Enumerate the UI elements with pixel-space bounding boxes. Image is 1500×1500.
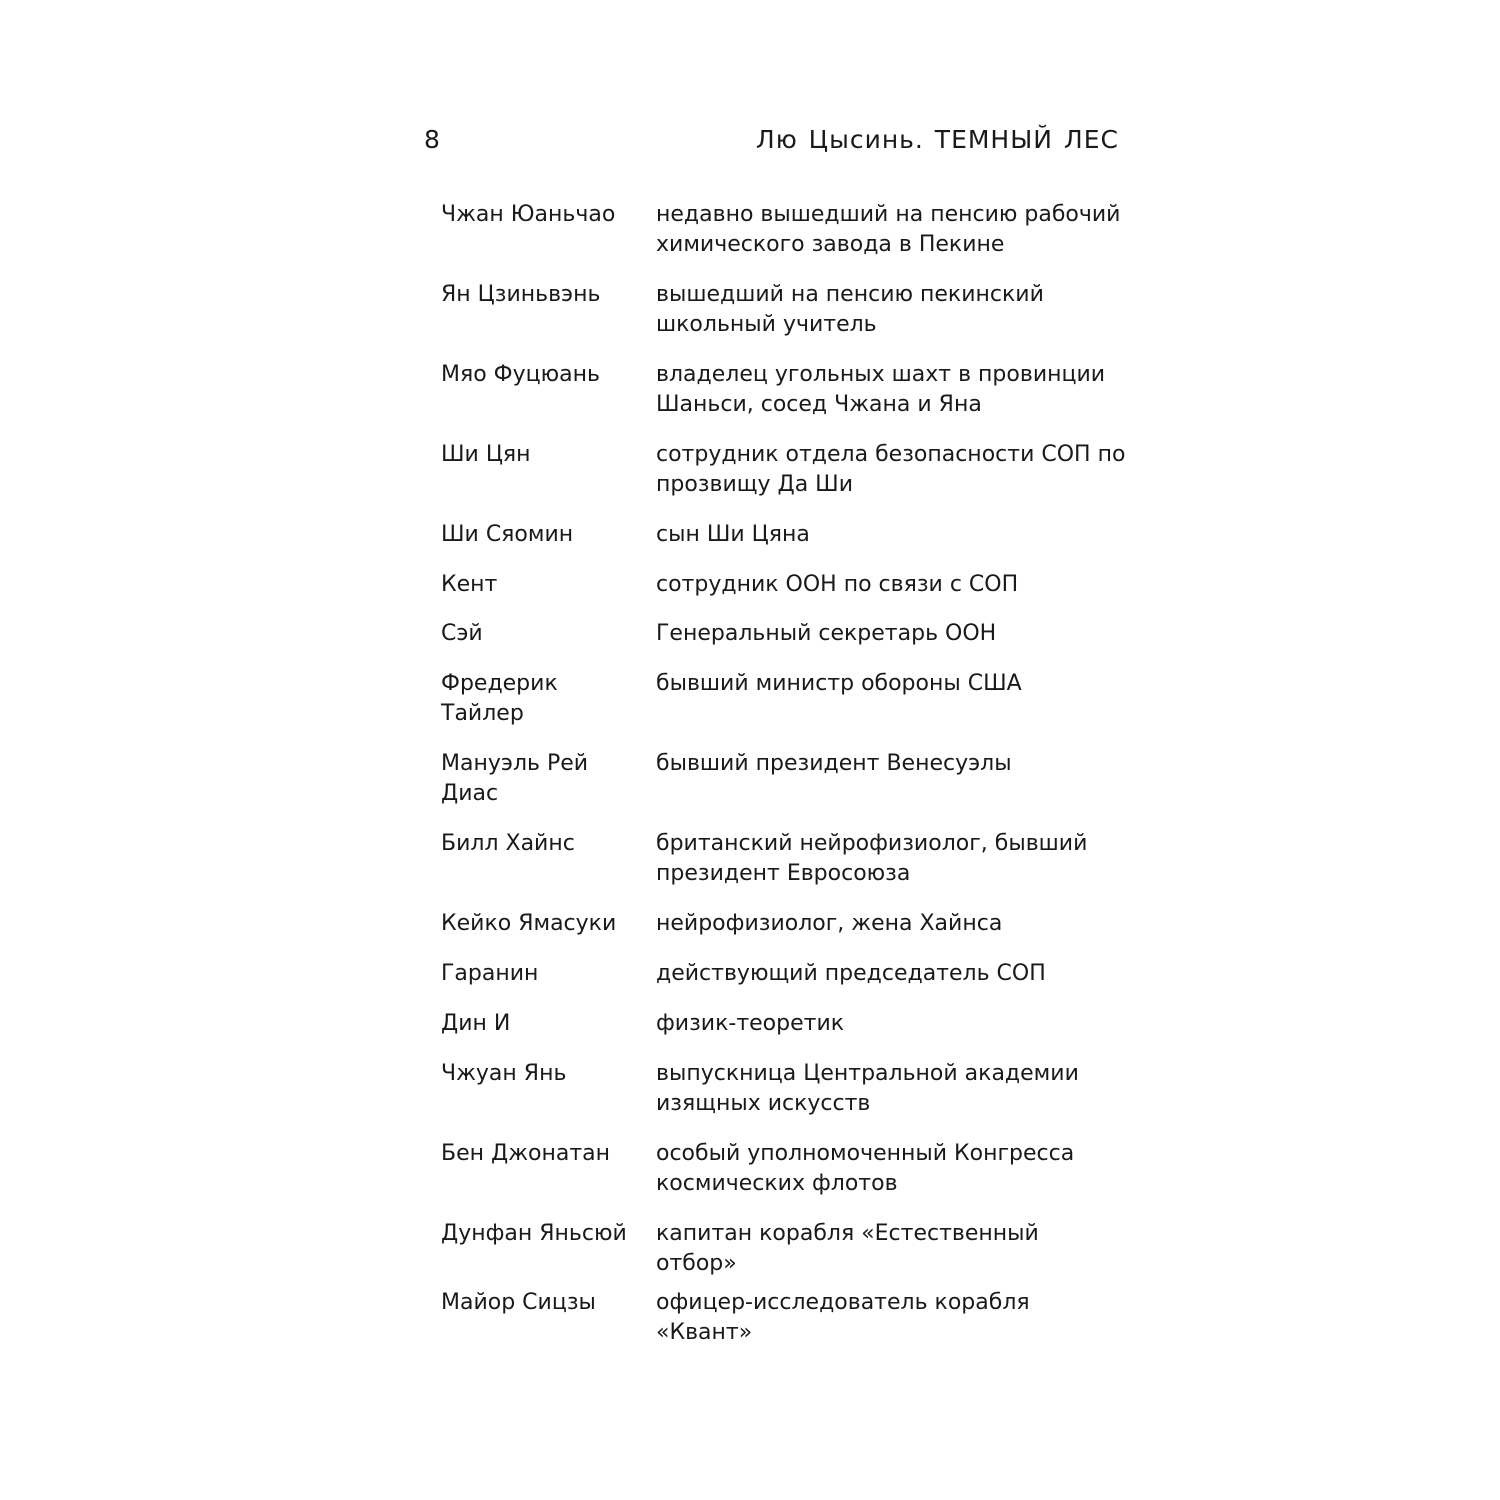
character-description: сын Ши Цяна <box>656 522 810 547</box>
character-description: бывший президент Венесуэлы <box>656 751 1012 776</box>
character-name: Ян Цзиньвэнь <box>441 282 601 307</box>
character-description: выпускница Центральной академии изящных искусств <box>656 1061 1079 1116</box>
character-name: Чжан Юаньчао <box>441 202 616 227</box>
character-name: Мануэль Рей Диас <box>441 751 589 806</box>
character-description: Генеральный секретарь ООН <box>656 621 997 646</box>
character-description: капитан корабля «Естественный отбор» <box>656 1221 1039 1276</box>
character-name: Чжуан Янь <box>441 1061 567 1086</box>
running-title: Лю Цысинь. ТЕМНЫЙ ЛЕС <box>755 125 1119 154</box>
character-description: владелец угольных шахт в провинции Шаньси, сосед Чжана и Яна <box>656 362 1106 417</box>
character-description: нейрофизиолог, жена Хайнса <box>656 911 1003 936</box>
character-description: сотрудник отдела безопасности СОП по прозвищу Да Ши <box>656 442 1126 497</box>
character-description: действующий председатель СОП <box>656 961 1046 986</box>
page-number: 8 <box>424 125 440 154</box>
character-description: вышедший на пенсию пекинский школьный учитель <box>656 282 1044 337</box>
character-name: Гаранин <box>441 961 539 986</box>
character-name: Дин И <box>441 1011 511 1036</box>
character-description: бывший министр обороны США <box>656 671 1022 696</box>
character-description: недавно вышедший на пенсию рабочий химического завода в Пекине <box>656 202 1121 257</box>
character-name: Сэй <box>441 621 483 646</box>
character-name: Мяо Фуцюань <box>441 362 600 387</box>
character-description: особый уполномоченный Конгресса космических флотов <box>656 1141 1075 1196</box>
character-name: Билл Хайнс <box>441 831 575 856</box>
character-name: Ши Сяомин <box>441 522 574 547</box>
character-name: Кент <box>441 572 498 597</box>
character-name: Ши Цян <box>441 442 531 467</box>
character-name: Бен Джонатан <box>441 1141 611 1166</box>
character-name: Фредерик Тайлер <box>441 671 558 726</box>
character-name: Майор Сицзы <box>441 1290 596 1315</box>
character-description: офицер-исследователь корабля «Квант» <box>656 1290 1030 1345</box>
character-name: Кейко Ямасуки <box>441 911 617 936</box>
character-name: Дунфан Яньсюй <box>441 1221 627 1246</box>
character-description: британский нейрофизиолог, бывший президент Евросоюза <box>656 831 1088 886</box>
character-description: сотрудник ООН по связи с СОП <box>656 572 1019 597</box>
character-description: физик-теоретик <box>656 1011 845 1036</box>
